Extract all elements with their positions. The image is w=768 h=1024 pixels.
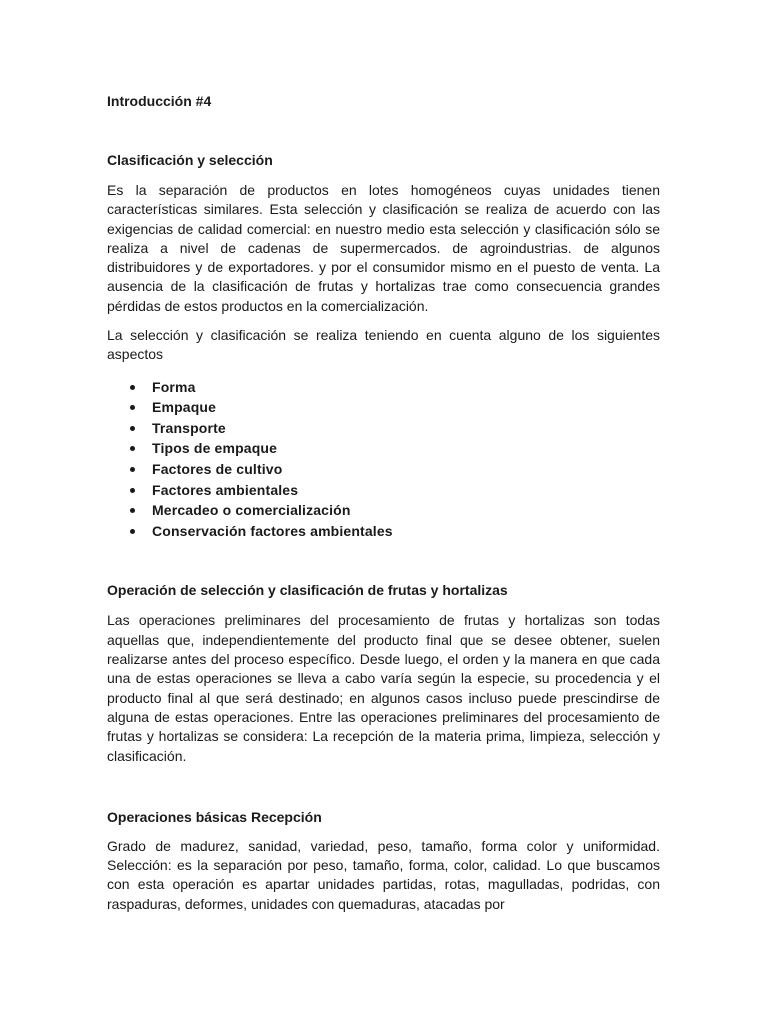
list-item xyxy=(107,397,660,418)
bullet-icon xyxy=(130,488,135,493)
list-item-text: Conservación factores ambientales xyxy=(152,522,393,539)
paragraph-aspectos: La selección y clasificación se realiza teniendo en cuenta alguno de los siguientes aspectos xyxy=(107,327,660,363)
bullet-icon xyxy=(130,385,135,390)
paragraph-clasificacion: Es la separación de productos en lotes homogéneos cuyas unidades tienen características similares. Esta selección y clasificación se realiza de acuerdo con las exigencias de calidad comercial: en nuestro medio esta selección y clasificación sólo se realiza a nivel de cadenas de supermercados. de agroindustrias. de algunos distribuidores y de exportadores. y por el consumidor mismo en el puesto de venta. La ausencia de la clasificación de frutas y hortalizas trae como consecuencia grandes pérdidas de estos productos en la comercialización. xyxy=(107,182,660,314)
list-item xyxy=(107,459,660,480)
aspects-list xyxy=(107,377,660,542)
list-item-text: Transporte xyxy=(152,419,226,436)
bullet-icon xyxy=(130,446,135,451)
bullet-icon xyxy=(130,426,135,431)
list-item xyxy=(107,500,660,521)
bullet-icon xyxy=(130,467,135,472)
list-item-text: Mercadeo o comercialización xyxy=(152,502,351,519)
list-item-text: Empaque xyxy=(152,399,217,416)
list-item-text: Factores ambientales xyxy=(152,481,299,498)
list-item-text: Forma xyxy=(152,378,196,395)
list-item xyxy=(107,418,660,439)
list-item-text: Tipos de empaque xyxy=(152,440,278,457)
list-item xyxy=(107,438,660,459)
bullet-icon xyxy=(130,508,135,513)
section-heading-operaciones-basicas: Operaciones básicas Recepción xyxy=(107,808,322,825)
document-title: Introducción #4 xyxy=(107,93,212,109)
section-heading-operacion: Operación de selección y clasificación de frutas y hortalizas xyxy=(107,582,508,599)
document-page xyxy=(107,92,660,914)
list-item xyxy=(107,377,660,398)
list-item-text: Factores de cultivo xyxy=(152,461,283,478)
bullet-icon xyxy=(130,529,135,534)
paragraph-operaciones-basicas: Grado de madurez, sanidad, variedad, peso, tamaño, forma color y uniformidad. Selección: es la separación por peso, tamaño, forma, color, calidad. Lo que buscamos con esta operación es apartar unidades partidas, rotas, magulladas, podridas, con raspaduras, deformes, unidades con quemaduras, atacadas por xyxy=(107,837,660,912)
paragraph-operacion: Las operaciones preliminares del procesamiento de frutas y hortalizas son todas aquellas que, independientemente del producto final que se desee obtener, suelen realizarse antes del proceso específico. Desde luego, el orden y la manera en que cada una de estas operaciones se lleva a cabo varía según la especie, su procedencia y el producto final al que será destinado; en algunos casos incluso puede prescindirse de alguna de estas operaciones. Entre las operaciones preliminares del procesamiento de frutas y hortalizas se considera: La recepción de la materia prima, limpieza, selección y clasificación. xyxy=(107,612,660,764)
list-item xyxy=(107,480,660,501)
bullet-icon xyxy=(130,405,135,410)
section-heading-clasificacion: Clasificación y selección xyxy=(107,152,273,168)
list-item xyxy=(107,521,660,542)
